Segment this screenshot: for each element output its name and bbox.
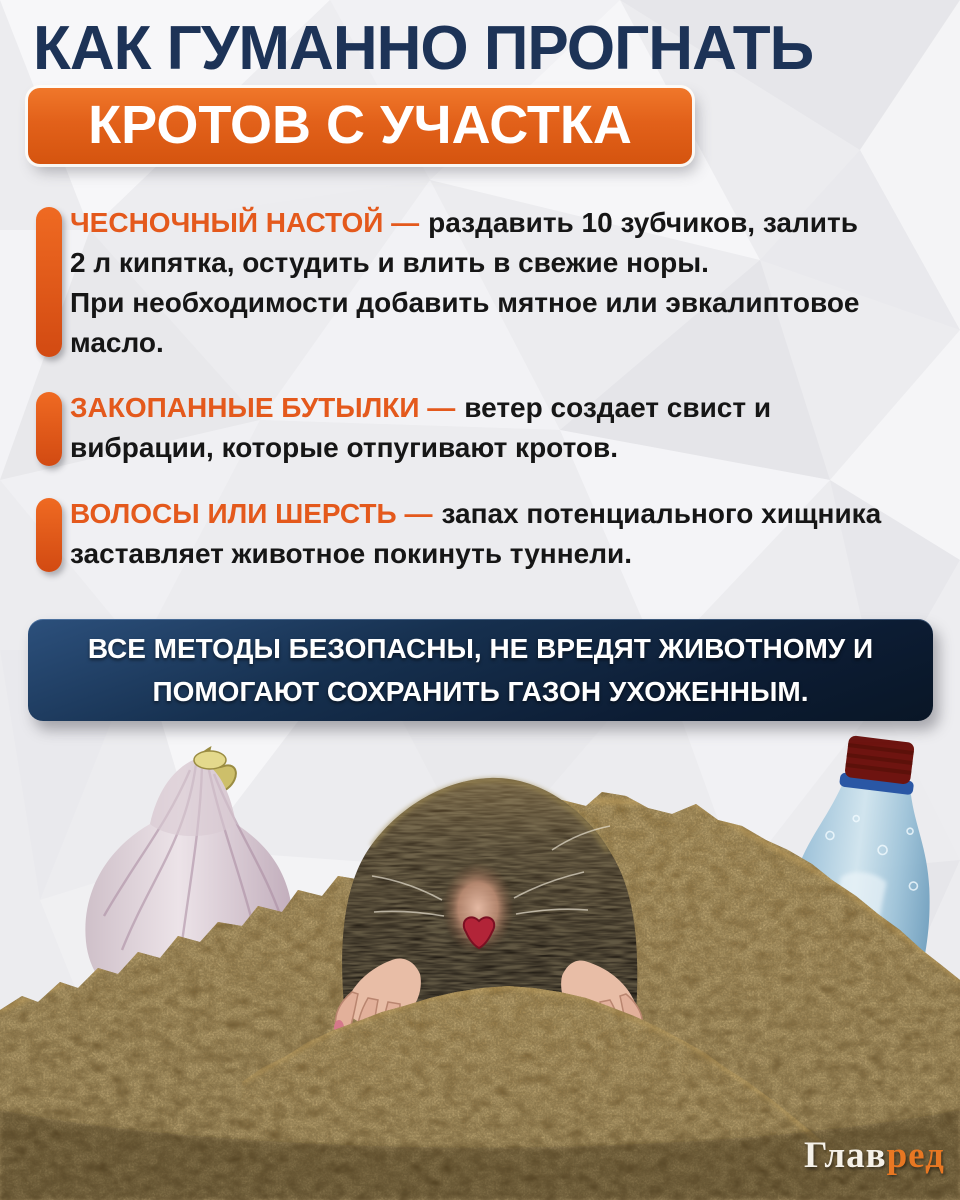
tip-heading: ЧЕСНОЧНЫЙ НАСТОЙ — — [70, 207, 420, 238]
tip-heading: ЗАКОПАННЫЕ БУТЫЛКИ — — [70, 392, 456, 423]
tip-line: ЗАКОПАННЫЕ БУТЫЛКИ — ветер создает свист и — [70, 392, 772, 423]
watermark-glavred — [804, 1134, 945, 1177]
tip-line: ВОЛОСЫ ИЛИ ШЕРСТЬ — запах потенциального хищника — [70, 498, 882, 529]
tip-buried-bottles — [36, 388, 926, 468]
watermark-orange-part: ред — [886, 1135, 945, 1176]
tip-text — [70, 203, 926, 363]
tip-line: ЧЕСНОЧНЫЙ НАСТОЙ — раздавить 10 зубчиков, залить — [70, 207, 858, 238]
tip-accent-bar — [36, 392, 62, 466]
note-line: ВСЕ МЕТОДЫ БЕЗОПАСНЫ, НЕ ВРЕДЯТ ЖИВОТНОМУ И — [87, 633, 874, 664]
tip-line: заставляет животное покинуть туннели. — [70, 538, 632, 569]
tip-garlic-infusion — [36, 203, 926, 363]
tip-text — [70, 494, 926, 574]
title-badge-text: КРОТОВ С УЧАСТКА — [88, 95, 632, 155]
poster-title: КАК ГУМАННО ПРОГНАТЬ — [33, 14, 814, 83]
photo-scene — [0, 730, 960, 1200]
tip-line: вибрации, которые отпугивают кротов. — [70, 432, 619, 463]
tip-text — [70, 388, 926, 468]
tip-line: 2 л кипятка, остудить и влить в свежие норы. — [70, 247, 709, 278]
note-line: ПОМОГАЮТ СОХРАНИТЬ ГАЗОН УХОЖЕННЫМ. — [152, 676, 809, 707]
tip-line: При необходимости добавить мятное или эвкалиптовое — [70, 287, 860, 318]
tip-hair-or-wool — [36, 494, 926, 574]
tip-heading: ВОЛОСЫ ИЛИ ШЕРСТЬ — — [70, 498, 433, 529]
tip-accent-bar — [36, 498, 62, 572]
tip-accent-bar — [36, 207, 62, 357]
title-badge — [28, 88, 692, 164]
safety-note-box — [28, 619, 933, 721]
tip-line: масло. — [70, 327, 164, 358]
watermark-white-part: Глав — [804, 1135, 887, 1176]
